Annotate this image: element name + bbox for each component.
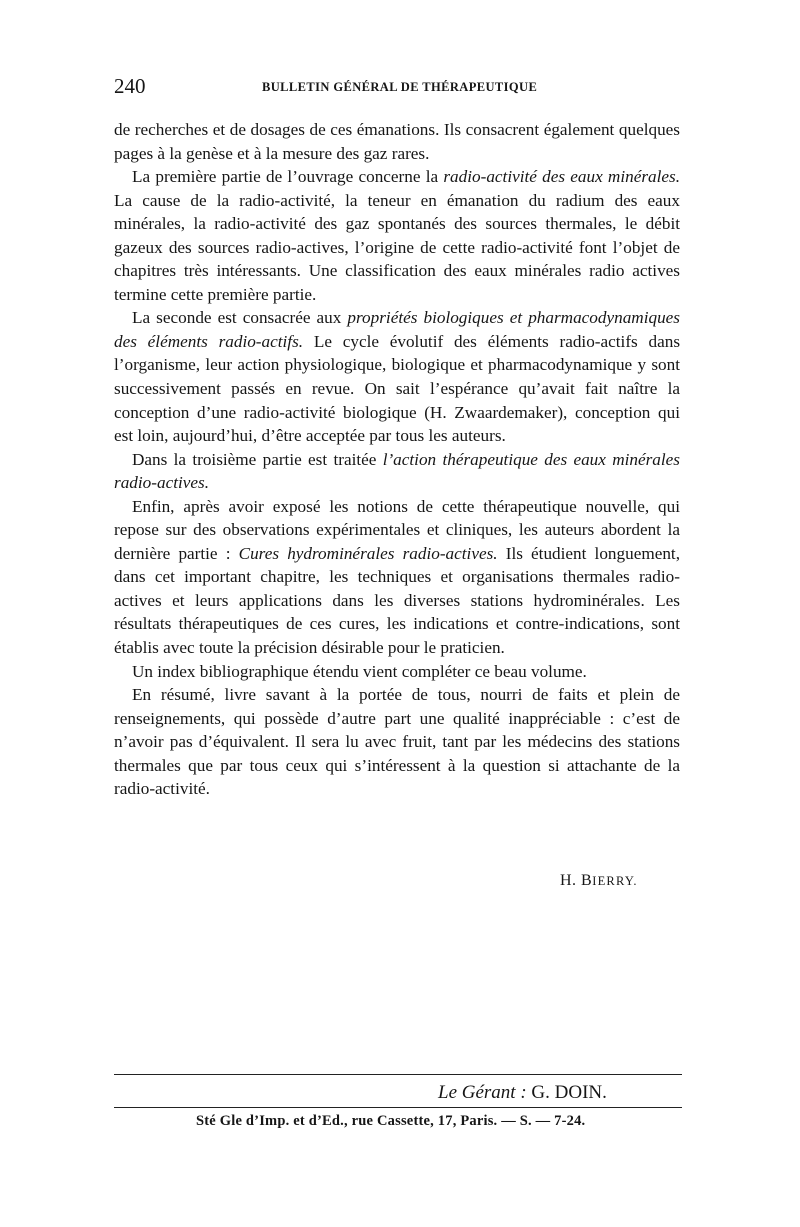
emphasis-action-therapeutique: l’action thérapeutique des eaux minérales radio-actives. (114, 449, 680, 493)
paragraph-4: Dans la troisième partie est traitée l’action thérapeutique des eaux minérales radio-actives. (114, 449, 680, 493)
paragraph-3: La seconde est consacrée aux propriétés biologiques et pharmacodynamiques des éléments radio-actifs. Le cycle évolutif des éléments radio-actifs dans l’organisme, leur action physiologique, biologique et pharmacodynamique y sont successivement passés en revue. On sait l’espérance qu’avait fait naître la conception d’une radio-activité biologique (H. Zwaardemaker), conception qui est loin, aujourd’hui, d’être acceptée par tous les auteurs. (114, 308, 681, 446)
paragraph-2: La première partie de l’ouvrage concerne la radio-activité des eaux minérales. La cause de la radio-activité, la teneur en émanation du radium des eaux minérales, la radio-activité des gaz spontanés des sources thermales, le débit gazeux des sources radio-actives, l’origine de cette radio-activité font l’objet de chapitres très intéressants. Une classification des eaux minérales radio actives termine cette première partie. (114, 167, 680, 304)
journal-title: BULLETIN GÉNÉRAL DE THÉRAPEUTIQUE (262, 80, 538, 94)
review-text (114, 118, 680, 801)
page-number: 240 (114, 74, 146, 98)
paragraph-1: de recherches et de dosages de ces émanations. Ils consacrent également quelques pages à la genèse et à la mesure des gaz rares. (114, 120, 680, 163)
emphasis-cures: Cures hydrominérales radio-actives. (238, 543, 498, 563)
paragraph-6: Un index bibliographique étendu vient compléter ce beau volume. (132, 661, 587, 681)
running-head (114, 74, 680, 96)
footer-rule-bottom (114, 1107, 682, 1108)
gerant-line: Le Gérant : G. DOIN. (438, 1082, 607, 1103)
footer-rule-top (114, 1074, 682, 1075)
printer-imprint: Sté Gle d’Imp. et d’Ed., rue Cassette, 17, Paris. — S. — 7-24. (196, 1113, 586, 1129)
emphasis-radio-activite: radio-activité des eaux minérales. (443, 167, 680, 187)
emphasis-proprietes: propriétés biologiques et pharmacodynamiques des éléments radio-actifs. (114, 308, 680, 351)
author-signature: H. BIERRY. (560, 872, 638, 889)
paragraph-7: En résumé, livre savant à la portée de tous, nourri de faits et plein de renseignements, qui possède d’autre part une qualité inappréciable : c’est de n’avoir pas d’équivalent. Il sera lu avec fruit, tant par les médecins des stations thermales que par tous ceux qui s’intéressent à la question si attachante de la radio-activité. (114, 685, 680, 799)
paragraph-5: Enfin, après avoir exposé les notions de cette thérapeutique nouvelle, qui repose sur des observations expérimentales et cliniques, les auteurs abordent la dernière partie : Cures hydrominérales radio-actives. Ils étudient longuement, dans cet important chapitre, les techniques et organisations thermales radio-actives et leurs applications dans les diverses stations hydrominérales. Les résultats thérapeutiques de ces cures, les indications et contre-indications, sont établis avec toute la précision désirable pour le praticien. (114, 496, 680, 658)
